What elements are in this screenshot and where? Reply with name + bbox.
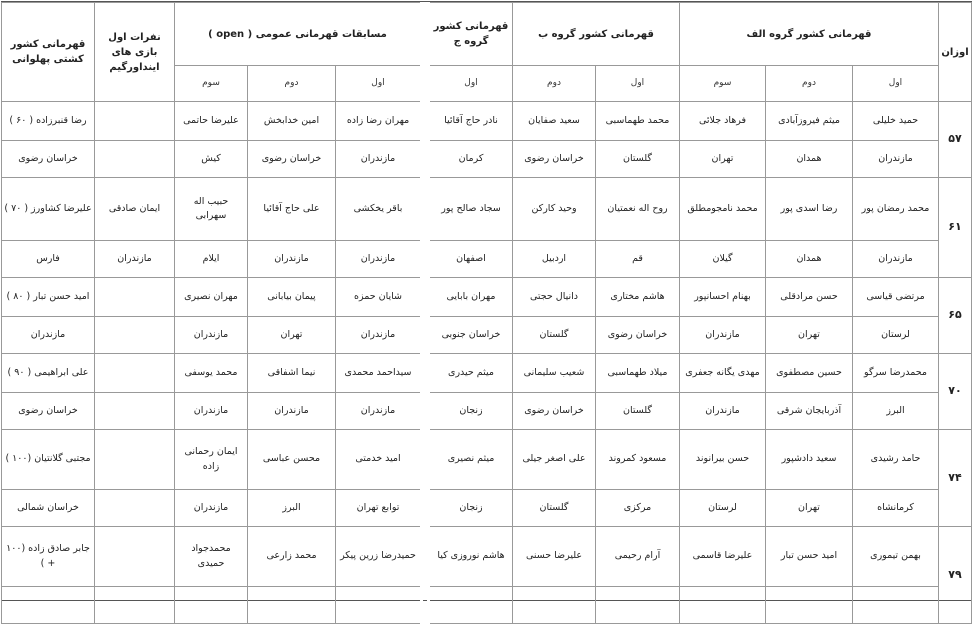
- province-cell: [596, 587, 680, 624]
- athlete-name-cell: حمید خلیلی: [853, 102, 939, 141]
- province-cell: [429, 587, 513, 624]
- province-cell: کرمانشاه: [853, 490, 939, 527]
- province-cell: توابع تهران: [336, 490, 422, 527]
- athlete-name-cell: مهدی یگانه جعفری: [680, 354, 766, 393]
- province-cell: [95, 587, 175, 624]
- province-cell: آذربایجان شرقی: [766, 393, 853, 430]
- rank-third-label: سوم: [680, 66, 766, 102]
- province-cell: زنجان: [429, 393, 513, 430]
- province-cell: [336, 587, 422, 624]
- indoor-header: نفرات اول بازی های اینداورگیم: [95, 3, 175, 102]
- athlete-name-cell: سیداحمد محمدی: [336, 354, 422, 393]
- athlete-name-cell: بهمن تیموری: [853, 527, 939, 587]
- athlete-name-cell: نیما اشفاقی: [248, 354, 336, 393]
- province-cell: کرمان: [429, 141, 513, 178]
- results-body: [2, 102, 972, 624]
- athlete-name-cell: امین خدابخش: [248, 102, 336, 141]
- province-cell: البرز: [853, 393, 939, 430]
- group-b-header: قهرمانی کشور گروه ب: [513, 3, 680, 66]
- athlete-name-cell: هاشم نوروزی کیا: [429, 527, 513, 587]
- province-cell: مازندران: [175, 317, 248, 354]
- athlete-name-cell: مهران بابایی: [429, 278, 513, 317]
- column-gap: [422, 354, 429, 430]
- province-cell: خراسان رضوی: [513, 141, 596, 178]
- province-cell: مازندران: [853, 141, 939, 178]
- rank-first-label: اول: [336, 66, 422, 102]
- province-cell: خراسان رضوی: [2, 393, 95, 430]
- province-cell: مازندران: [2, 317, 95, 354]
- athlete-name-cell: [95, 102, 175, 141]
- athlete-name-cell: علی حاج آقائیا: [248, 178, 336, 241]
- athlete-name-cell: میلاد طهماسبی: [596, 354, 680, 393]
- province-cell: تهران: [248, 317, 336, 354]
- province-cell: [513, 587, 596, 624]
- athlete-name-cell: مرتضی قیاسی: [853, 278, 939, 317]
- province-cell: [95, 317, 175, 354]
- athlete-name-cell: مجتبی گلانتیان (۱۰۰ ): [2, 430, 95, 490]
- athlete-name-row: [2, 278, 972, 317]
- athlete-name-cell: امید خدمتی: [336, 430, 422, 490]
- province-row: [2, 241, 972, 278]
- province-cell: [680, 587, 766, 624]
- province-cell: مازندران: [175, 393, 248, 430]
- province-cell: مازندران: [248, 393, 336, 430]
- athlete-name-cell: علیرضا حسنی: [513, 527, 596, 587]
- rank-third-label: سوم: [175, 66, 248, 102]
- athlete-name-row: [2, 354, 972, 393]
- province-cell: اصفهان: [429, 241, 513, 278]
- province-cell: مازندران: [95, 241, 175, 278]
- rank-second-label: دوم: [513, 66, 596, 102]
- athlete-name-cell: علیرضا قاسمی: [680, 527, 766, 587]
- athlete-name-cell: [95, 354, 175, 393]
- athlete-name-cell: سعید صفایان: [513, 102, 596, 141]
- province-cell: مازندران: [336, 241, 422, 278]
- column-gap: [422, 430, 429, 527]
- province-cell: [2, 587, 95, 624]
- weight-cell: ۷۰: [939, 354, 972, 430]
- athlete-name-cell: حامد رشیدی: [853, 430, 939, 490]
- province-cell: گلستان: [596, 141, 680, 178]
- province-cell: مازندران: [853, 241, 939, 278]
- athlete-name-row: [2, 178, 972, 241]
- athlete-name-cell: مهران رضا زاده: [336, 102, 422, 141]
- athlete-name-cell: محمد نامجومطلق: [680, 178, 766, 241]
- athlete-name-cell: فرهاد جلائی: [680, 102, 766, 141]
- province-row: [2, 317, 972, 354]
- province-cell: تهران: [680, 141, 766, 178]
- rank-second-label: دوم: [766, 66, 853, 102]
- athlete-name-cell: [95, 278, 175, 317]
- province-cell: گیلان: [680, 241, 766, 278]
- province-row: [2, 141, 972, 178]
- province-cell: ایلام: [175, 241, 248, 278]
- group-alef-header: قهرمانی کشور گروه الف: [680, 3, 939, 66]
- province-cell: فارس: [2, 241, 95, 278]
- athlete-name-cell: هاشم مختاری: [596, 278, 680, 317]
- athlete-name-cell: محمد یوسفی: [175, 354, 248, 393]
- athlete-name-cell: مسعود کمروند: [596, 430, 680, 490]
- athlete-name-cell: علیرضا حاتمی: [175, 102, 248, 141]
- athlete-name-cell: محمد طهماسبی: [596, 102, 680, 141]
- athlete-name-cell: سجاد صالح پور: [429, 178, 513, 241]
- athlete-name-row: [2, 430, 972, 490]
- athlete-name-row: [2, 527, 972, 587]
- province-cell: البرز: [248, 490, 336, 527]
- weight-cell: ۷۹: [939, 527, 972, 624]
- rank-second-label: دوم: [248, 66, 336, 102]
- province-cell: خراسان رضوی: [248, 141, 336, 178]
- athlete-name-cell: باقر یخکشی: [336, 178, 422, 241]
- province-cell: کیش: [175, 141, 248, 178]
- province-cell: همدان: [766, 241, 853, 278]
- province-cell: خراسان رضوی: [596, 317, 680, 354]
- athlete-name-cell: امید حسن تبار ( ۸۰ ): [2, 278, 95, 317]
- athlete-name-cell: میثم نصیری: [429, 430, 513, 490]
- athlete-name-cell: رضا اسدی پور: [766, 178, 853, 241]
- province-cell: [853, 587, 939, 624]
- athlete-name-cell: حسن بیرانوند: [680, 430, 766, 490]
- athlete-name-cell: محمدجواد حمیدی: [175, 527, 248, 587]
- weight-cell: ۷۴: [939, 430, 972, 527]
- athlete-name-cell: میثم فیروزآبادی: [766, 102, 853, 141]
- athlete-name-cell: شایان حمزه: [336, 278, 422, 317]
- province-cell: [766, 587, 853, 624]
- athlete-name-cell: وحید کارکن: [513, 178, 596, 241]
- province-cell: خراسان شمالی: [2, 490, 95, 527]
- athlete-name-cell: علی اصغر جیلی: [513, 430, 596, 490]
- province-row: [2, 490, 972, 527]
- athlete-name-cell: محمدرضا سرگو: [853, 354, 939, 393]
- province-cell: لرستان: [853, 317, 939, 354]
- province-cell: مازندران: [175, 490, 248, 527]
- athlete-name-cell: مهران نصیری: [175, 278, 248, 317]
- province-cell: زنجان: [429, 490, 513, 527]
- province-cell: مازندران: [248, 241, 336, 278]
- weight-cell: ۶۱: [939, 178, 972, 278]
- column-gap: [422, 178, 429, 278]
- province-cell: مازندران: [336, 393, 422, 430]
- weight-cell: ۵۷: [939, 102, 972, 178]
- province-cell: خراسان رضوی: [513, 393, 596, 430]
- athlete-name-cell: علی ابراهیمی ( ۹۰ ): [2, 354, 95, 393]
- province-cell: خراسان جنوبی: [429, 317, 513, 354]
- athlete-name-cell: ایمان صادقی: [95, 178, 175, 241]
- rank-first-label: اول: [429, 66, 513, 102]
- group-c-header: قهرمانی کشور گروه ج: [429, 3, 513, 66]
- province-row: [2, 393, 972, 430]
- athlete-name-cell: رضا قنبرزاده ( ۶۰ ): [2, 102, 95, 141]
- province-cell: تهران: [766, 490, 853, 527]
- province-cell: قم: [596, 241, 680, 278]
- rank-first-label: اول: [853, 66, 939, 102]
- athlete-name-cell: حسن مرادقلی: [766, 278, 853, 317]
- athlete-name-row: [2, 102, 972, 141]
- athlete-name-cell: روح اله نعمتیان: [596, 178, 680, 241]
- province-cell: خراسان رضوی: [2, 141, 95, 178]
- province-cell: مازندران: [336, 141, 422, 178]
- pahlevani-header: قهرمانی کشور کشتی پهلوانی: [2, 3, 95, 102]
- athlete-name-cell: حسین مصطفوی: [766, 354, 853, 393]
- athlete-name-cell: محمد رمضان پور: [853, 178, 939, 241]
- column-gap: [422, 3, 429, 102]
- province-cell: [95, 490, 175, 527]
- province-cell: تهران: [766, 317, 853, 354]
- weight-cell: ۶۵: [939, 278, 972, 354]
- province-cell: گلستان: [513, 317, 596, 354]
- athlete-name-cell: [95, 527, 175, 587]
- province-cell: مازندران: [680, 393, 766, 430]
- athlete-name-cell: دانیال حجتی: [513, 278, 596, 317]
- province-row: [2, 587, 972, 624]
- athlete-name-cell: ایمان رحمانی زاده: [175, 430, 248, 490]
- athlete-name-cell: حبیب اله سهرابی: [175, 178, 248, 241]
- province-cell: [95, 141, 175, 178]
- athlete-name-cell: پیمان بیابانی: [248, 278, 336, 317]
- athlete-name-cell: [95, 430, 175, 490]
- province-cell: [248, 587, 336, 624]
- column-gap: [422, 278, 429, 354]
- province-cell: لرستان: [680, 490, 766, 527]
- province-cell: مازندران: [336, 317, 422, 354]
- athlete-name-cell: نادر حاج آقائیا: [429, 102, 513, 141]
- athlete-name-cell: حمیدرضا زرین پیکر: [336, 527, 422, 587]
- weights-header: اوزان: [939, 3, 972, 102]
- province-cell: همدان: [766, 141, 853, 178]
- athlete-name-cell: سعید دادشپور: [766, 430, 853, 490]
- athlete-name-cell: محمد زارعی: [248, 527, 336, 587]
- athlete-name-cell: آرام رحیمی: [596, 527, 680, 587]
- athlete-name-cell: امید حسن تبار: [766, 527, 853, 587]
- athlete-name-cell: شعیب سلیمانی: [513, 354, 596, 393]
- column-gap: [422, 102, 429, 178]
- rank-first-label: اول: [596, 66, 680, 102]
- athlete-name-cell: محسن عباسی: [248, 430, 336, 490]
- athlete-name-cell: علیرضا کشاورز ( ۷۰ ): [2, 178, 95, 241]
- province-cell: مازندران: [680, 317, 766, 354]
- province-cell: [95, 393, 175, 430]
- athlete-name-cell: بهنام احسانپور: [680, 278, 766, 317]
- athlete-name-cell: جابر صادق زاده (۱۰۰ + ): [2, 527, 95, 587]
- province-cell: گلستان: [513, 490, 596, 527]
- province-cell: مرکزی: [596, 490, 680, 527]
- column-gap: [422, 527, 429, 624]
- results-table: [1, 2, 972, 624]
- athlete-name-cell: میثم حیدری: [429, 354, 513, 393]
- province-cell: اردبیل: [513, 241, 596, 278]
- province-cell: [175, 587, 248, 624]
- open-header: مسابقات قهرمانی عمومی ( open ): [175, 3, 422, 66]
- province-cell: گلستان: [596, 393, 680, 430]
